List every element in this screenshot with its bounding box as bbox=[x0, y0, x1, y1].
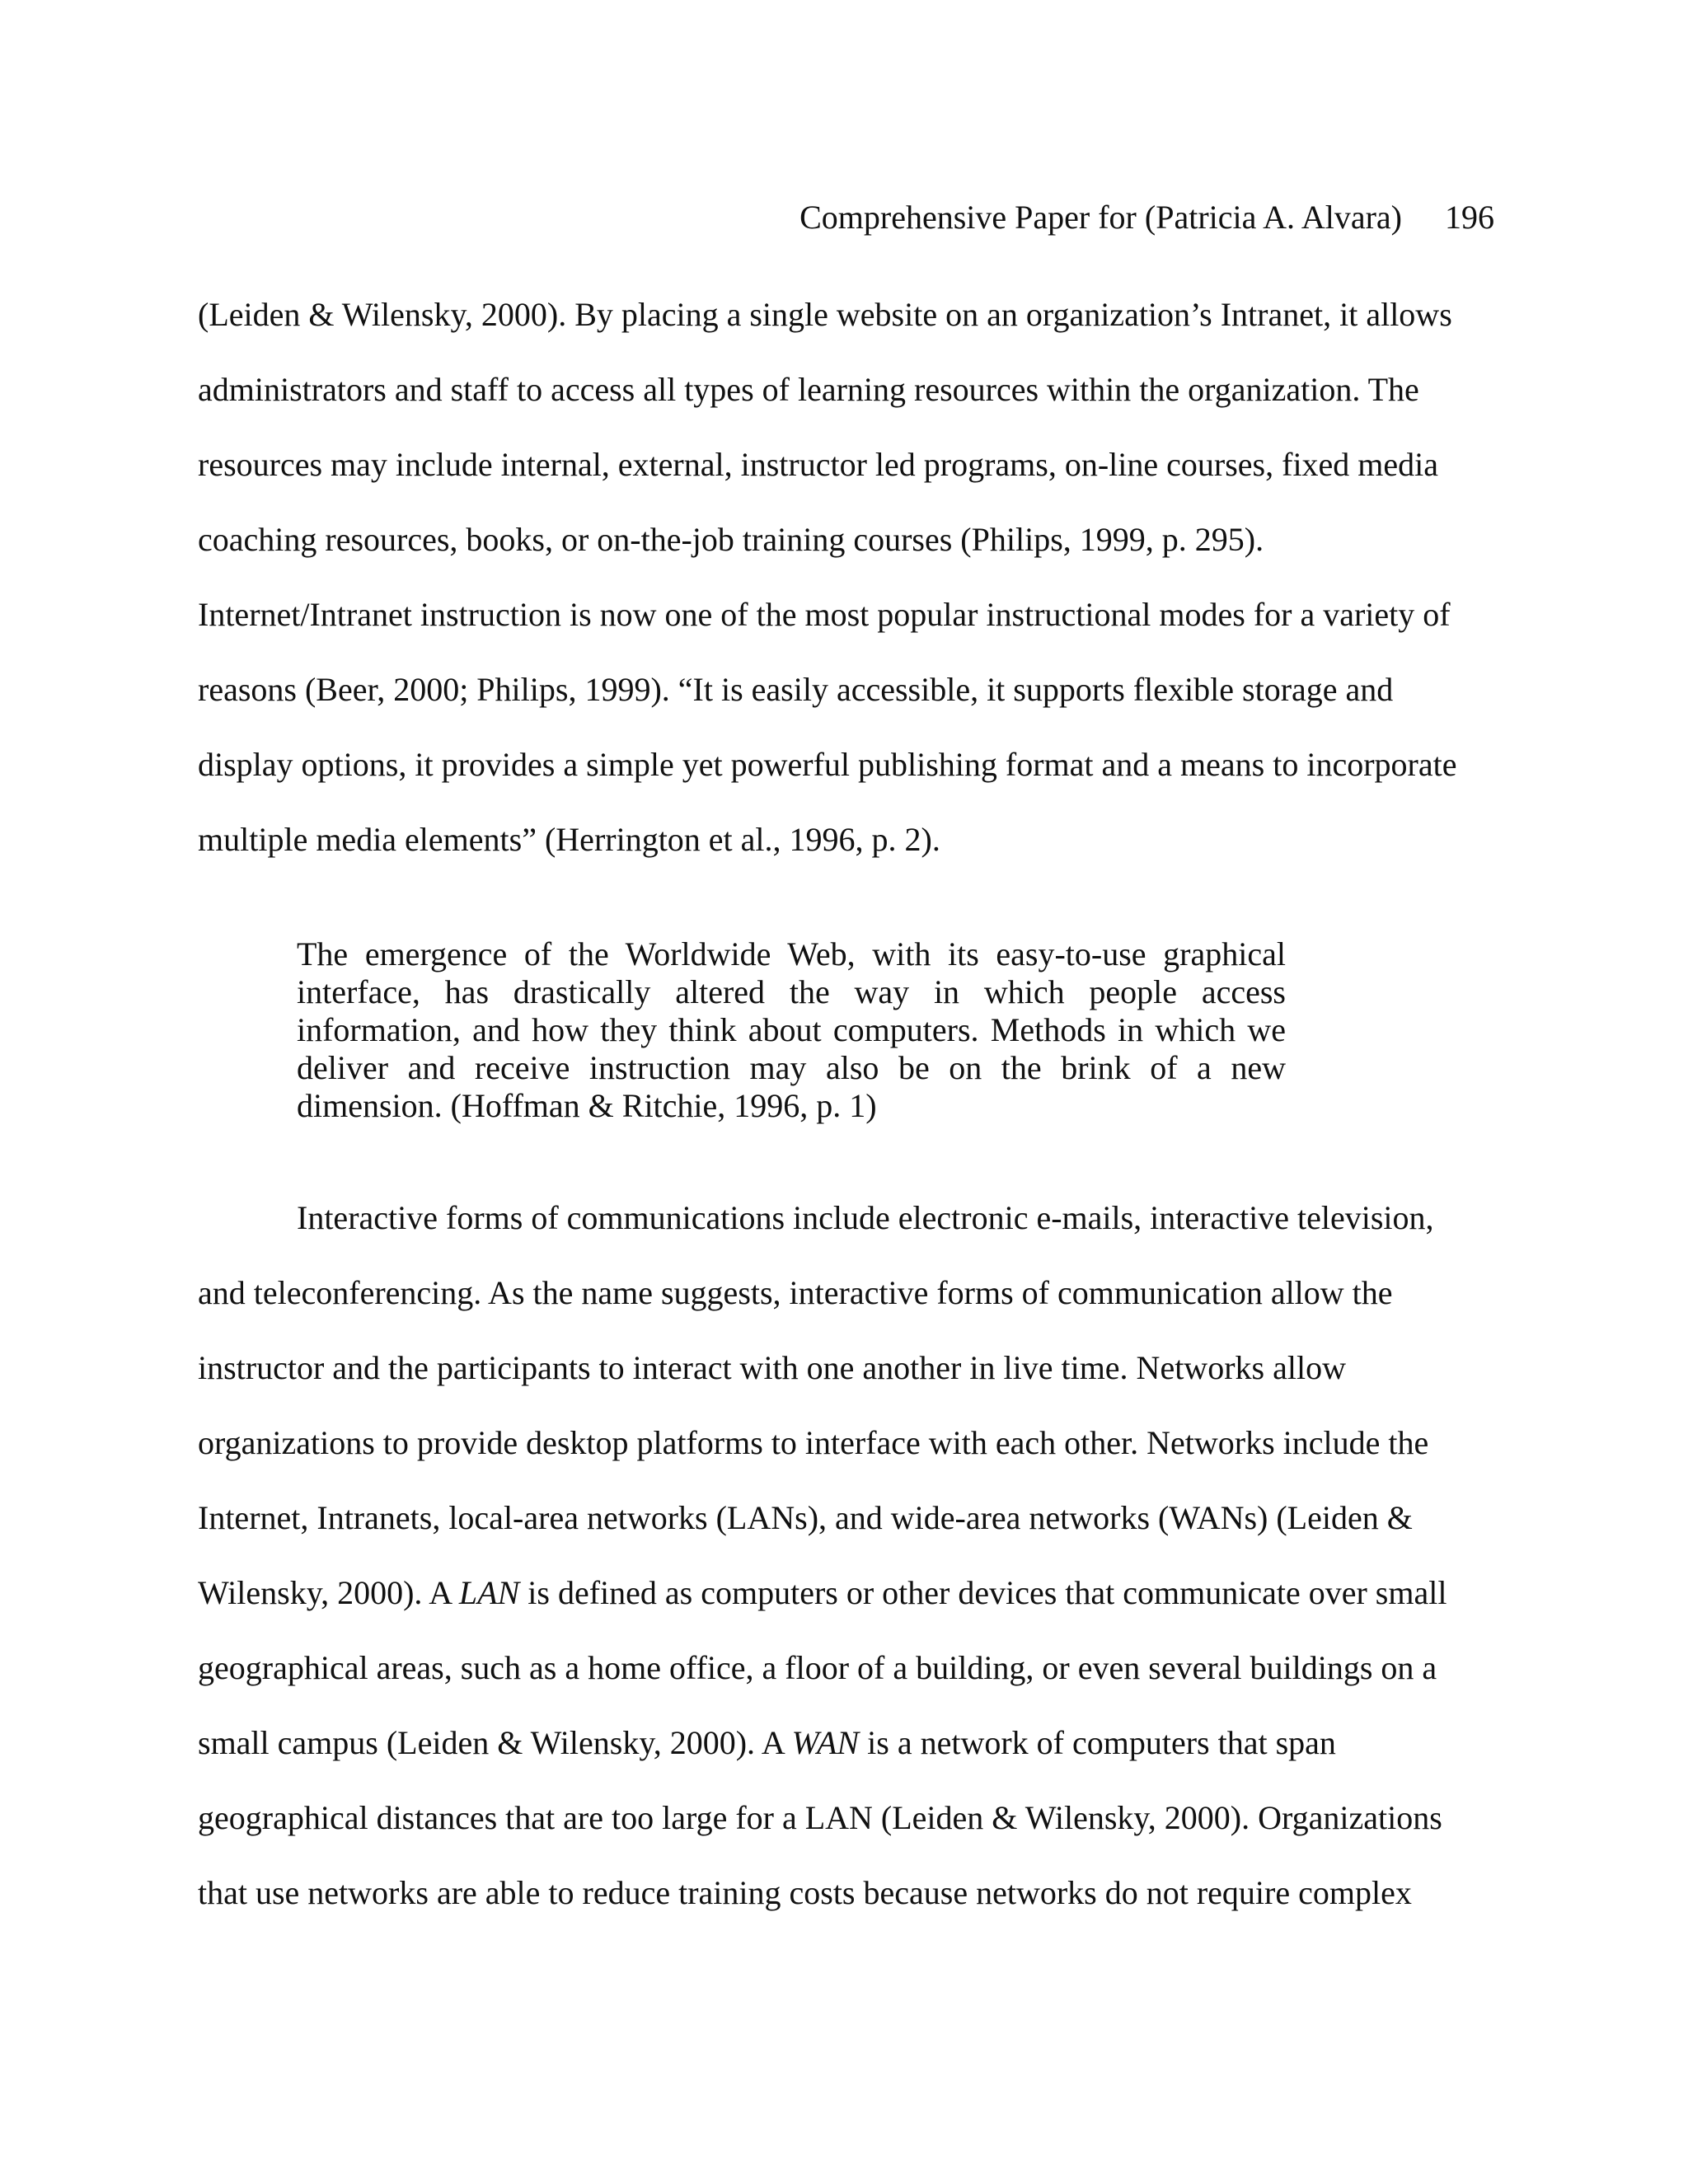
body-text: small campus (Leiden & Wilensky, 2000). A bbox=[198, 1724, 792, 1761]
block-quote-line: information, and how they think about computers. Methods in which we bbox=[297, 1011, 1286, 1048]
block-quote bbox=[297, 935, 1286, 1125]
block-quote-line: The emergence of the Worldwide Web, with its easy-to-use graphical bbox=[297, 935, 1286, 972]
running-title: Comprehensive Paper for (Patricia A. Alvara) bbox=[799, 199, 1402, 236]
body-line: geographical distances that are too large for a LAN (Leiden & Wilensky, 2000). Organizations bbox=[198, 1799, 1442, 1836]
body-line: multiple media elements” (Herrington et al., 1996, p. 2). bbox=[198, 821, 940, 858]
body-line: Interactive forms of communications include electronic e-mails, interactive television, bbox=[297, 1199, 1434, 1236]
body-line: display options, it provides a simple yet powerful publishing format and a means to incorporate bbox=[198, 746, 1457, 783]
body-line: Internet/Intranet instruction is now one of the most popular instructional modes for a variety of bbox=[198, 596, 1451, 633]
body-line: administrators and staff to access all types of learning resources within the organization. The bbox=[198, 371, 1419, 408]
body-text: is a network of computers that span bbox=[859, 1724, 1336, 1761]
body-line: geographical areas, such as a home office, a floor of a building, or even several buildings on a bbox=[198, 1649, 1437, 1686]
block-quote-line: interface, has drastically altered the way in which people access bbox=[297, 973, 1286, 1010]
body-line: (Leiden & Wilensky, 2000). By placing a single website on an organization’s Intranet, it allows bbox=[198, 296, 1452, 333]
body-text: is defined as computers or other devices that communicate over small bbox=[519, 1574, 1447, 1611]
page-number: 196 bbox=[1445, 199, 1494, 236]
body-line: resources may include internal, external, instructor led programs, on-line courses, fixed media bbox=[198, 446, 1439, 483]
term-wan: WAN bbox=[791, 1724, 860, 1761]
body-line: that use networks are able to reduce training costs because networks do not require complex bbox=[198, 1874, 1412, 1911]
body-line: instructor and the participants to interact with one another in live time. Networks allow bbox=[198, 1349, 1346, 1386]
running-head bbox=[799, 198, 1494, 237]
block-quote-line: deliver and receive instruction may also be on the brink of a new bbox=[297, 1049, 1286, 1086]
body-line: and teleconferencing. As the name suggests, interactive forms of communication allow the bbox=[198, 1274, 1393, 1311]
body-text: Wilensky, 2000). A bbox=[198, 1574, 459, 1611]
term-lan: LAN bbox=[458, 1574, 520, 1611]
body-line: coaching resources, books, or on-the-job training courses (Philips, 1999, p. 295). bbox=[198, 521, 1264, 558]
body-line bbox=[198, 1723, 1336, 1763]
body-line: Internet, Intranets, local-area networks (LANs), and wide-area networks (WANs) (Leiden & bbox=[198, 1499, 1413, 1536]
body-line bbox=[198, 1573, 1447, 1613]
block-quote-line: dimension. (Hoffman & Ritchie, 1996, p. 1) bbox=[297, 1087, 877, 1124]
body-line: reasons (Beer, 2000; Philips, 1999). “It is easily accessible, it supports flexible storage and bbox=[198, 671, 1394, 708]
body-line: organizations to provide desktop platforms to interface with each other. Networks include the bbox=[198, 1424, 1429, 1461]
